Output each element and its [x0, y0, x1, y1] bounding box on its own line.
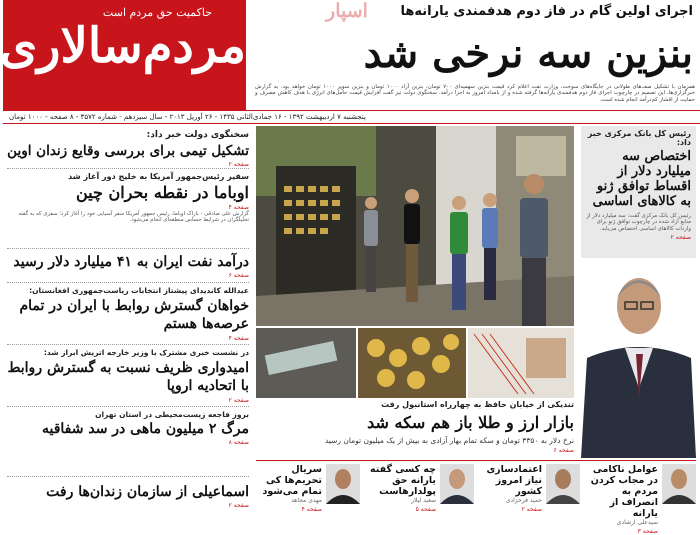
news-item[interactable]	[7, 286, 249, 342]
news-kicker: سخنگوی دولت خبر داد:	[146, 130, 249, 140]
divider	[7, 282, 249, 283]
news-title[interactable]: اختصاص سه میلیارد دلار از اقساط توافق ژنو به کالاهای اساسی	[592, 149, 691, 209]
official-portrait	[581, 258, 696, 458]
commentary-title[interactable]: اعتمادسازی نیاز امروز کشور	[486, 464, 542, 497]
author-thumbnail	[662, 464, 696, 504]
news-title[interactable]: مرگ ۲ میلیون ماهی در سد شفاقیه	[41, 421, 249, 437]
gold-coins-image	[256, 328, 574, 398]
story-subtitle: نرخ دلار به ۳۳۵۰ تومان و سکه تمام بهار آزادی به بیش از یک میلیون تومان رسید	[324, 436, 574, 445]
news-title[interactable]: اسماعیلی از سازمان زندان‌ها رفت	[46, 484, 249, 500]
news-kicker: رئیس کل بانک مرکزی خبر داد:	[587, 129, 691, 147]
divider	[7, 406, 249, 407]
news-body: رئیس کل بانک مرکزی گفت: سه میلیارد دلار از منابع آزاد شده در چارچوب توافق ژنو برای واردات کالاهای اساسی اختصاص می‌یابد.	[586, 213, 691, 232]
commentary-title[interactable]: چه کسی گفته یارانه حق پولدارهاست	[369, 464, 436, 497]
newspaper-logo[interactable]: مردم‌سالاری	[0, 18, 246, 74]
dateline: پنجشنبه ۷ اردیبهشت ۱۳۹۲ - ۱۶ جمادی‌الثانی ۱۴۳۵ - ۲۶ آوریل ۲۰۱۳ - سال سیزدهم - شماره ۳۵۷۲ - ۸ صفحه - ۱۰۰۰ تومان	[3, 110, 700, 124]
author-name: سیدعلی ارشادی	[616, 519, 658, 526]
divider	[7, 476, 249, 477]
commentary-item[interactable]	[478, 464, 580, 516]
news-title[interactable]: خواهان گسترش روابط با ایران در تمام عرصه‌ها هستم	[19, 298, 249, 332]
page-ref: صفحه ۴	[228, 204, 249, 211]
page-ref: صفحه ۶	[553, 447, 574, 454]
masthead-tagline: حاکمیت حق مردم است	[102, 6, 212, 19]
divider	[7, 248, 249, 249]
page-ref: صفحه ۴	[301, 506, 322, 513]
author-thumbnail	[326, 464, 360, 504]
author-name: حمید فرخزادی	[505, 497, 542, 504]
bottom-commentary-strip	[256, 460, 696, 535]
news-title[interactable]: اوباما در نقطه بحران چین	[75, 183, 249, 202]
watermark-logo: اسپار	[326, 0, 368, 22]
news-item[interactable]	[7, 348, 249, 404]
page-ref: صفحه ۲	[521, 506, 542, 513]
page-ref: صفحه ۸	[228, 439, 249, 446]
commentary-item[interactable]	[364, 464, 474, 516]
divider	[7, 168, 249, 169]
street-scene-image	[256, 126, 574, 326]
commentary-item[interactable]	[256, 464, 360, 516]
photo-story[interactable]	[256, 400, 574, 458]
lead-surtitle: اجرای اولین گام در فاز دوم هدفمندی یارانه‌ها	[400, 4, 693, 19]
news-item[interactable]	[7, 130, 249, 168]
news-kicker: عبدالله کاندیدای پیشتاز انتخابات ریاست‌جمهوری افغانستان:	[29, 286, 249, 295]
news-item[interactable]	[7, 254, 249, 279]
left-news-column	[7, 126, 249, 520]
news-item[interactable]	[7, 484, 249, 509]
lead-body: همزمان با تشکیل صف‌های طولانی در جایگاه‌های سوخت، وزارت نفت اعلام کرد قیمت بنزین سهمیه‌ای ۷۰۰ تومان، بنزین آزاد ۱۰۰۰ تومان و بنزین سوپر ۱۰۰۰ تومان خواهد بود. به گزارش خبرگزاری‌ها، این تصمیم در چارچوب اجرای فاز دوم هدفمندی یارانه‌ها گرفته شده و از بامداد امروز به اجرا درآمد. سخنگوی دولت نیز گفت افزایش قیمت حامل‌های انرژی با هدف کاهش مصرف و حمایت از اقشار کم‌درآمد انجام شده است.	[255, 84, 695, 103]
news-title[interactable]: درآمد نفت ایران به ۴۱ میلیارد دلار رسید	[13, 254, 249, 270]
page-ref: صفحه ۲	[228, 397, 249, 404]
divider	[7, 344, 249, 345]
author-thumbnail	[440, 464, 474, 504]
page-ref: صفحه ۶	[228, 272, 249, 279]
page-ref: صفحه ۳	[637, 528, 658, 535]
page-ref: صفحه ۵	[415, 506, 436, 513]
news-kicker: بروز فاجعه زیست‌محیطی در استان تهران	[95, 410, 249, 419]
news-kicker: در نشست خبری مشترک با وزیر خارجه اتریش ابراز شد:	[43, 348, 249, 357]
page-ref: صفحه ۲	[670, 233, 691, 241]
story-title[interactable]: بازار ارز و طلا باز هم سکه شد	[367, 413, 574, 432]
news-title[interactable]: تشکیل تیمی برای بررسی وقایع زندان اوین	[7, 143, 249, 159]
author-name: مهدی مجاهد	[291, 497, 322, 504]
author-name: سعید لیلاز	[411, 497, 436, 504]
lead-photo[interactable]	[256, 126, 574, 326]
news-item[interactable]	[7, 172, 249, 224]
news-item[interactable]	[7, 410, 249, 446]
author-thumbnail	[546, 464, 580, 504]
news-body: گزارش علی صادقی - باراک اوباما، رئیس جمهور آمریکا سفر آسیایی خود را آغاز کرد؛ سفری که به گفته تحلیلگران در شرایط حساس منطقه‌ای انجام می‌شود.	[18, 211, 249, 224]
gold-currency-photos	[256, 328, 574, 398]
commentary-title[interactable]: سریال تحریم‌ها کی تمام می‌شود	[262, 464, 322, 497]
commentary-title[interactable]: عوامل ناکامی در مجاب کردن مردم به انصراف از یارانه	[590, 464, 658, 519]
man-portrait-image	[581, 258, 696, 458]
page-ref: صفحه ۴	[228, 335, 249, 342]
news-kicker: سفیر رئیس‌جمهور آمریکا به خلیج دور آغاز شد	[68, 172, 249, 181]
masthead	[0, 0, 246, 110]
page-ref: صفحه ۲	[228, 161, 249, 168]
story-kicker: تندیکی از خیابان حافظ به چهارراه استانبول رفت	[381, 400, 574, 409]
commentary-item[interactable]	[584, 464, 696, 535]
lead-headline[interactable]: بنزین سه نرخی شد	[363, 30, 693, 77]
page-ref: صفحه ۲	[228, 502, 249, 509]
news-title[interactable]: امیدواری ظریف نسبت به گسترش روابط با اتحادیه اروپا	[7, 360, 249, 394]
